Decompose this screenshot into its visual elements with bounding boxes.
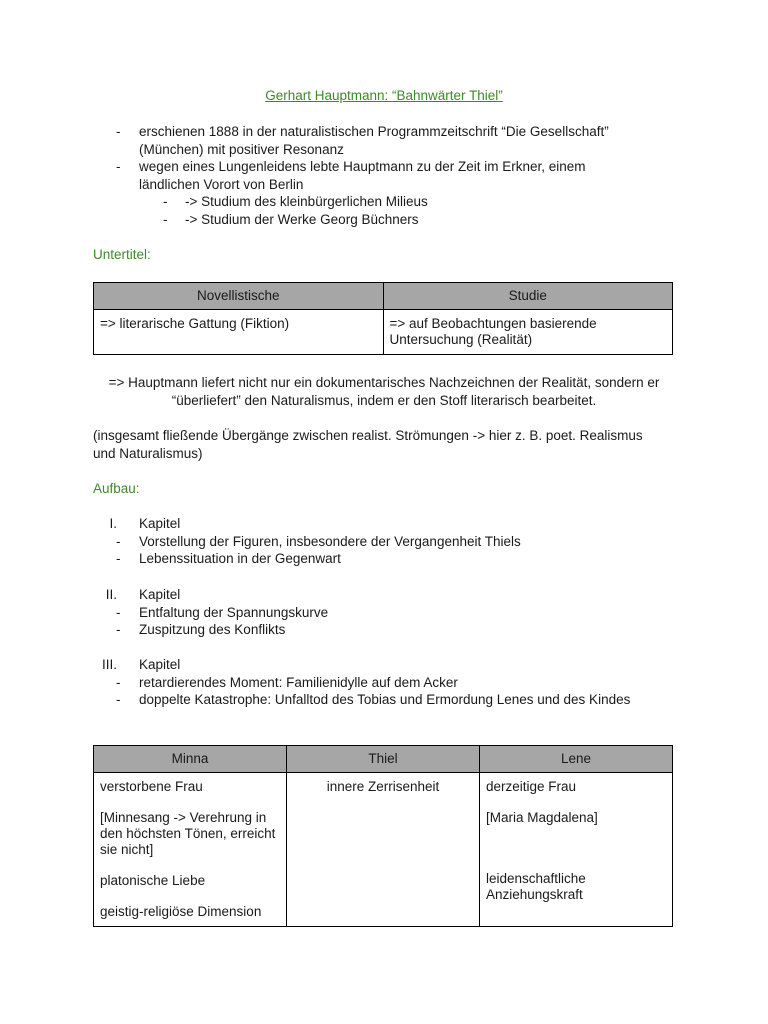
figures-table (93, 745, 673, 927)
table-cell-untersuchung: => auf Beobachtungen basierende Untersuchung (Realität) (383, 310, 673, 355)
chapter-numeral: II. (105, 587, 117, 602)
lene-cell (480, 773, 673, 927)
sub-bullet-dash: - (163, 211, 168, 227)
chapter-point: Vorstellung der Figuren, insbesondere der Vergangenheit Thiels (139, 533, 521, 549)
chapter-point: Lebenssituation in der Gegenwart (139, 551, 341, 566)
chapter-point: Zuspitzung des Konflikts (139, 622, 286, 637)
aufbau-heading: Aufbau: (93, 481, 140, 496)
note-line-2: und Naturalismus) (93, 445, 203, 461)
thiel-cell (287, 773, 480, 927)
bullet-dash: - (116, 533, 121, 549)
intro-item-1-line-2: (München) mit positiver Resonanz (139, 141, 344, 157)
bullet-dash: - (116, 604, 121, 620)
thiel-point: innere Zerrisenheit (326, 779, 440, 794)
bullet-dash: - (116, 551, 121, 566)
minna-point: geistig-religiöse Dimension (100, 904, 262, 919)
chapter-point: Entfaltung der Spannungskurve (139, 604, 329, 620)
document-title: Gerhart Hauptmann: “Bahnwärter Thiel” (265, 88, 503, 103)
lene-point: [Maria Magdalena] (486, 810, 598, 825)
chapter-point: doppelte Katastrophe: Unfalltod des Tobias und Ermordung Lenes und des Kindes (139, 692, 631, 707)
chapter-label: Kapitel (139, 657, 181, 672)
table-header-novellistische: Novellistische (94, 283, 384, 310)
chapter-numeral: I. (109, 516, 117, 531)
note-line-1: (insgesamt fließende Übergänge zwischen realist. Strömungen -> hier z. B. poet. Realismus (93, 428, 643, 443)
intro-item-2-line-2: ländlichen Vorort von Berlin (139, 176, 304, 192)
minna-point: verstorbene Frau (100, 779, 203, 794)
sub-bullet-dash: - (163, 194, 168, 209)
table-header-thiel: Thiel (287, 746, 480, 773)
table-header-minna: Minna (94, 746, 287, 773)
intro-item-1-line-1: erschienen 1888 in der naturalistischen Programmzeitschrift “Die Gesellschaft” (139, 124, 609, 139)
untertitel-table (93, 282, 673, 355)
table-cell-gattung: => literarische Gattung (Fiktion) (94, 310, 384, 355)
bullet-dash: - (116, 692, 121, 707)
conclusion-line-2: “überliefert” den Naturalismus, indem er den Stoff literarisch bearbeitet. (171, 392, 597, 408)
bullet-dash: - (116, 159, 121, 174)
table-header-lene: Lene (480, 746, 673, 773)
chapter-label: Kapitel (139, 516, 181, 531)
bullet-dash: - (116, 674, 121, 690)
bullet-dash: - (116, 124, 121, 139)
table-header-studie: Studie (383, 283, 673, 310)
minna-point: platonische Liebe (100, 873, 206, 888)
lene-point: derzeitige Frau (486, 779, 577, 794)
minna-point: [Minnesang -> Verehrung in den höchsten Tönen, erreicht sie nicht] (100, 810, 276, 857)
minna-cell (94, 773, 287, 927)
intro-subitem-1: -> Studium des kleinbürgerlichen Milieus (185, 194, 428, 209)
conclusion-line-1: => Hauptmann liefert nicht nur ein dokumentarisches Nachzeichnen der Realität, sondern er (108, 375, 660, 390)
intro-item-2-line-1: wegen eines Lungenleidens lebte Hauptmann zu der Zeit im Erkner, einem (139, 159, 586, 174)
lene-point: leidenschaftliche Anziehungskraft (486, 871, 586, 902)
chapter-numeral: III. (101, 657, 117, 672)
untertitel-heading: Untertitel: (93, 247, 151, 262)
intro-subitem-2: -> Studium der Werke Georg Büchners (185, 211, 419, 227)
chapter-point: retardierendes Moment: Familienidylle auf dem Acker (139, 674, 458, 690)
bullet-dash: - (116, 622, 121, 637)
chapter-label: Kapitel (139, 587, 181, 602)
